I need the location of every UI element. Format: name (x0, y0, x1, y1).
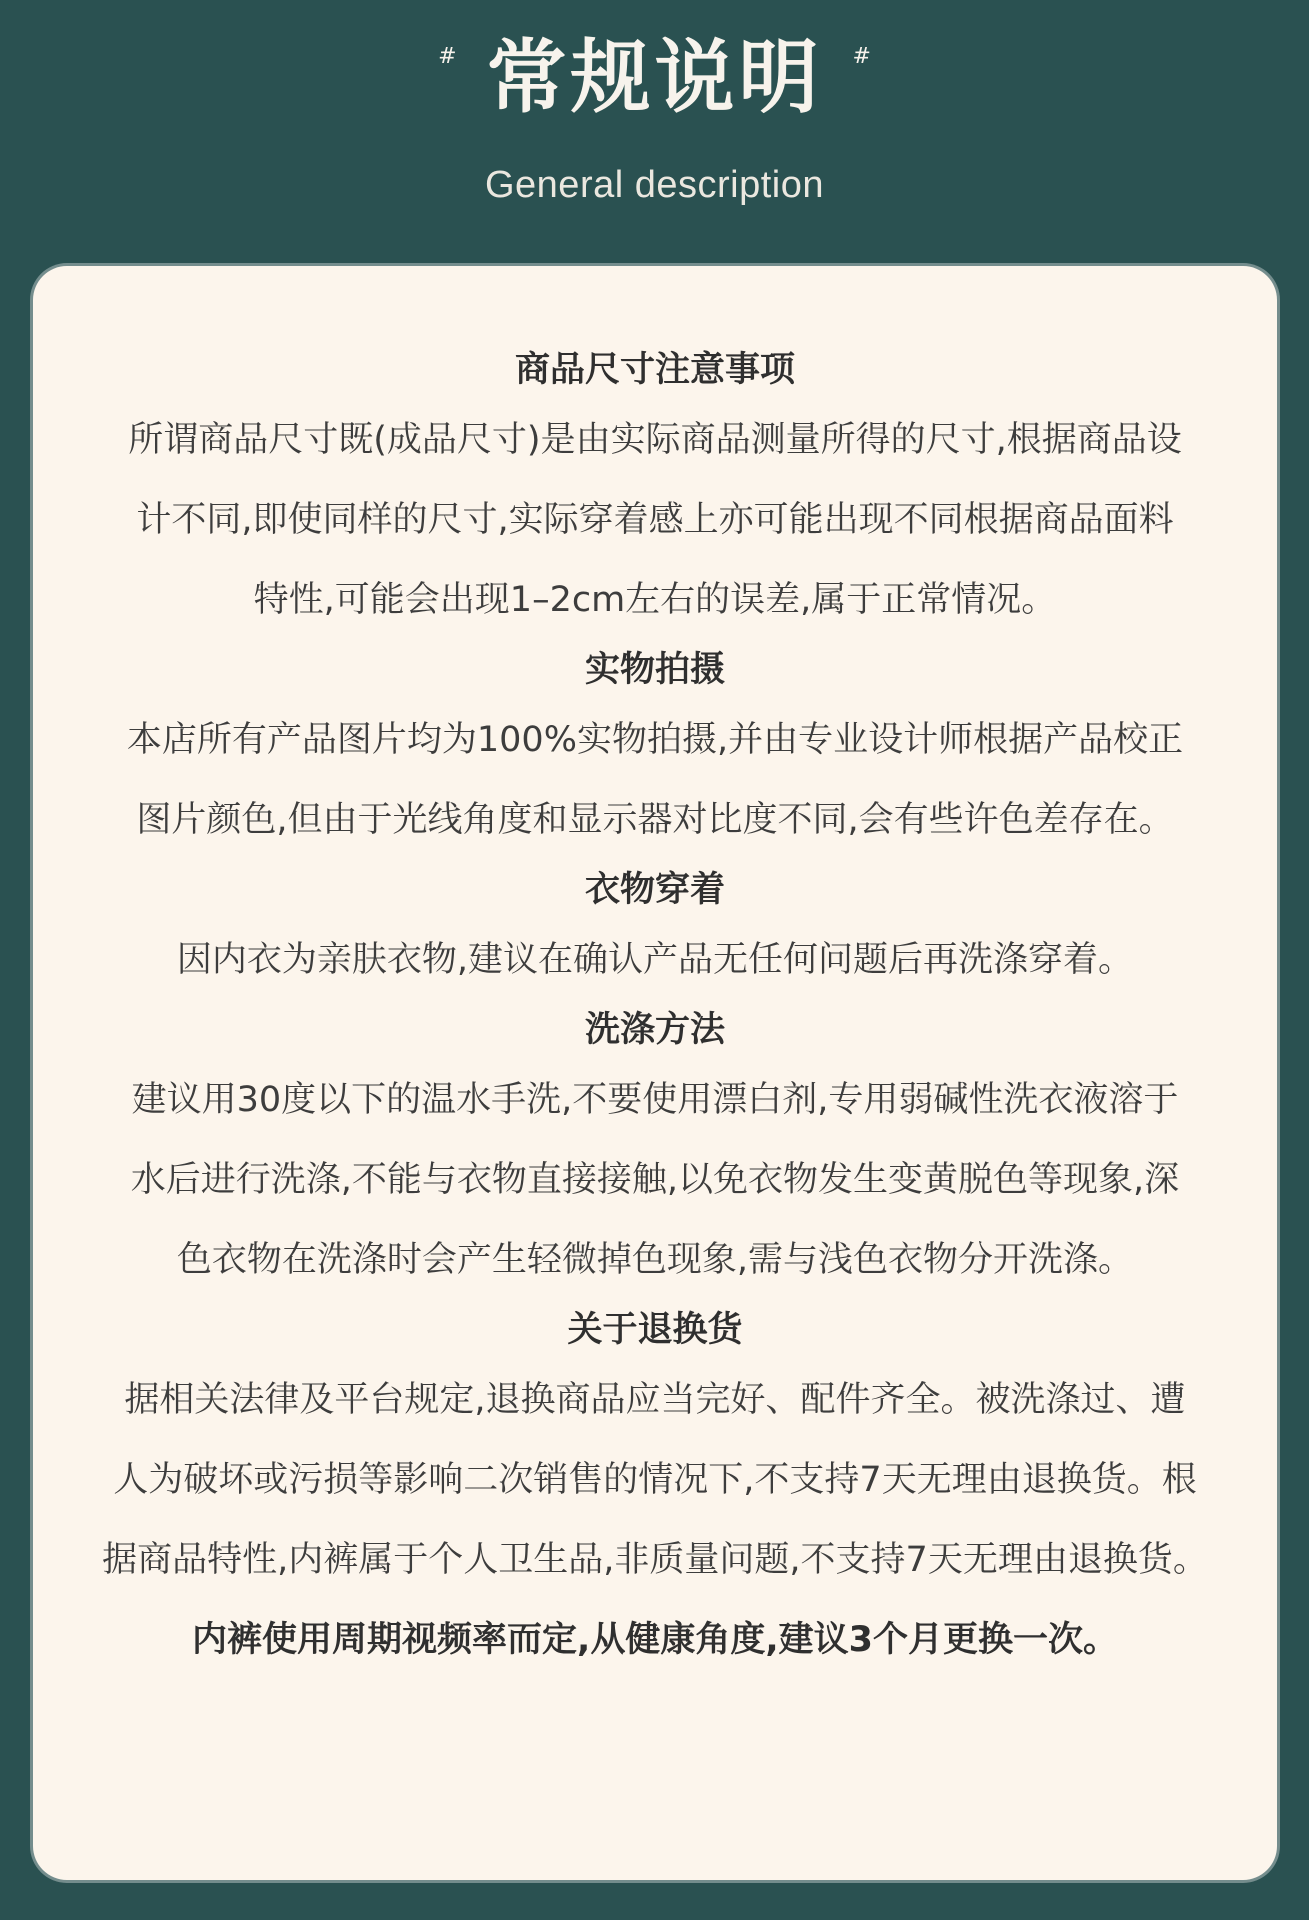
section-heading: 商品尺寸注意事项 (514, 350, 795, 390)
section-line: 据相关法律及平台规定,退换商品应当完好、配件齐全。被洗涤过、遭 (124, 1380, 1186, 1420)
page-title: 常规说明 (486, 31, 823, 124)
section-heading: 洗涤方法 (584, 1010, 725, 1050)
section-heading: 关于退换货 (567, 1310, 743, 1350)
page-header (0, 0, 1309, 260)
section-washing (53, 1000, 1257, 1300)
section-line: 本店所有产品图片均为100%实物拍摄,并由专业设计师根据产品校正 (126, 720, 1184, 760)
section-returns (53, 1300, 1257, 1600)
section-real-photos (53, 640, 1257, 860)
page-subtitle: General description (484, 164, 824, 206)
section-line: 建议用30度以下的温水手洗,不要使用漂白剂,专用弱碱性洗衣液溶于 (131, 1080, 1179, 1120)
section-line: 因内衣为亲肤衣物,建议在确认产品无任何问题后再洗涤穿着。 (176, 940, 1134, 980)
hash-mark-left: # (438, 44, 457, 69)
description-card (33, 266, 1277, 1880)
section-line: 特性,可能会出现1–2cm左右的误差,属于正常情况。 (253, 580, 1057, 620)
section-heading: 衣物穿着 (584, 870, 725, 910)
section-size-notes (53, 340, 1257, 640)
section-heading: 实物拍摄 (584, 650, 725, 690)
section-line: 人为破坏或污损等影响二次销售的情况下,不支持7天无理由退换货。根 (113, 1460, 1197, 1500)
section-line: 所谓商品尺寸既(成品尺寸)是由实际商品测量所得的尺寸,根据商品设 (128, 420, 1182, 460)
title-row (0, 28, 1309, 128)
section-line: 据商品特性,内裤属于个人卫生品,非质量问题,不支持7天无理由退换货。 (102, 1540, 1208, 1580)
description-content (53, 340, 1257, 1680)
hash-mark-right: # (852, 44, 871, 69)
replacement-advice: 内裤使用周期视频率而定,从健康角度,建议3个月更换一次。 (192, 1620, 1118, 1660)
section-line: 色衣物在洗涤时会产生轻微掉色现象,需与浅色衣物分开洗涤。 (176, 1240, 1134, 1280)
section-line: 计不同,即使同样的尺寸,实际穿着感上亦可能出现不同根据商品面料 (136, 500, 1174, 540)
section-line: 图片颜色,但由于光线角度和显示器对比度不同,会有些许色差存在。 (136, 800, 1174, 840)
section-line: 水后进行洗涤,不能与衣物直接接触,以免衣物发生变黄脱色等现象,深 (130, 1160, 1180, 1200)
section-wearing (53, 860, 1257, 1000)
